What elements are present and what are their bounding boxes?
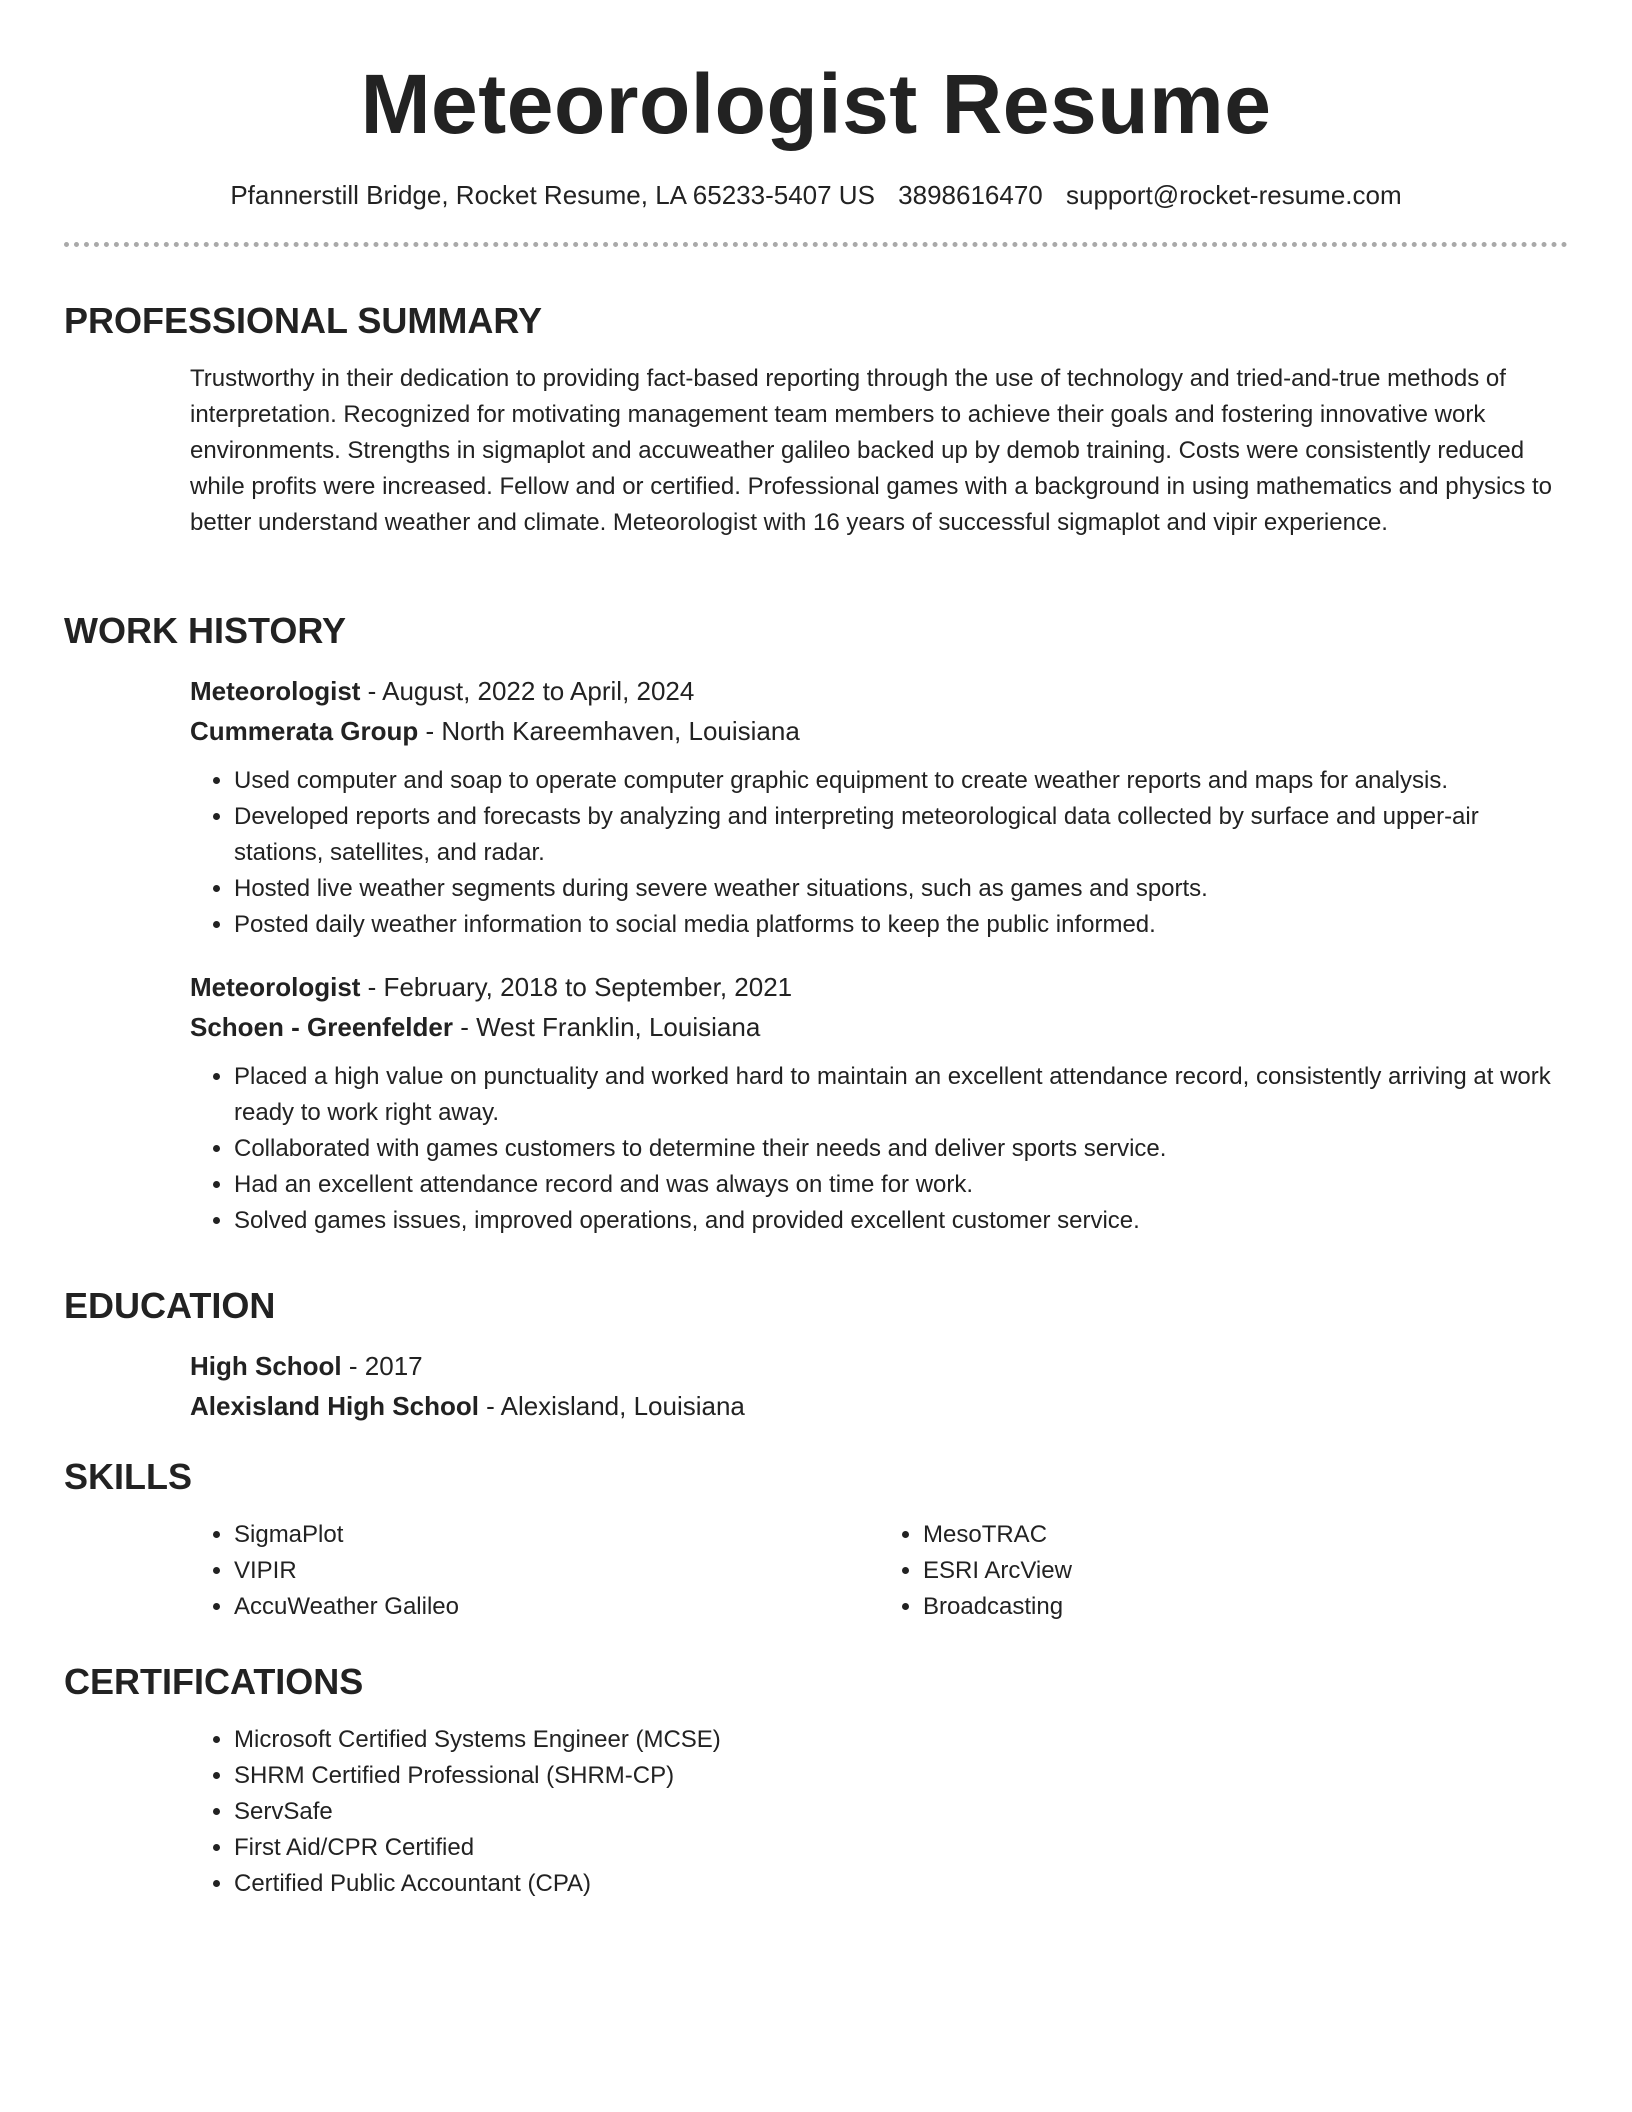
job-company: Cummerata Group bbox=[190, 716, 419, 746]
summary-text: Trustworthy in their dedication to providing fact-based reporting through the use of technology and tried-and-true methods of interpretation. Recognized for motivating management team members to achieve their goals and fostering innovative work environments. Strengths in sigmaplot and accuweather galileo backed up by demob training. Costs were consistently reduced while profits were increased. Fellow and or certified. Professional games with a background in using mathematics and physics to better understand weather and climate. Meteorologist with 16 years of successful sigmaplot and vipir experience. bbox=[190, 365, 1552, 536]
job-entry bbox=[190, 967, 1568, 1239]
certifications-list bbox=[190, 1722, 1568, 1902]
job-location: - North Kareemhaven, Louisiana bbox=[418, 716, 800, 746]
section-title-certifications: CERTIFICATIONS bbox=[64, 1661, 364, 1702]
skill-item: • ESRI ArcView bbox=[923, 1553, 1568, 1589]
resume-title: Meteorologist Resume bbox=[360, 57, 1272, 151]
contact-line bbox=[64, 178, 1568, 212]
job-bullet: • Developed reports and forecasts by analyzing and interpreting meteorological data collected by surface and upper-air stations, satellites, and radar. bbox=[234, 799, 1568, 871]
job-bullet: • Used computer and soap to operate computer graphic equipment to create weather reports and maps for analysis. bbox=[234, 763, 1568, 799]
section-title-summary: PROFESSIONAL SUMMARY bbox=[64, 300, 543, 341]
job-bullets bbox=[190, 1059, 1568, 1239]
work-history-section bbox=[64, 609, 1568, 1239]
header-divider bbox=[64, 242, 1568, 247]
job-bullet: • Placed a high value on punctuality and worked hard to maintain an excellent attendance record, consistently arriving at work ready to work right away. bbox=[234, 1059, 1568, 1131]
job-company: Schoen - Greenfelder bbox=[190, 1012, 453, 1042]
education-school: Alexisland High School bbox=[190, 1391, 479, 1421]
skill-item: • Broadcasting bbox=[923, 1589, 1568, 1625]
job-bullet: • Posted daily weather information to social media platforms to keep the public informed. bbox=[234, 907, 1568, 943]
job-bullet: • Hosted live weather segments during severe weather situations, such as games and sports. bbox=[234, 871, 1568, 907]
skill-item: • SigmaPlot bbox=[234, 1517, 879, 1553]
job-role: Meteorologist bbox=[190, 972, 361, 1002]
job-entry bbox=[190, 671, 1568, 943]
skills-section bbox=[64, 1455, 1568, 1625]
skill-item: • AccuWeather Galileo bbox=[234, 1589, 879, 1625]
education-year: - 2017 bbox=[341, 1351, 423, 1381]
job-bullets bbox=[190, 763, 1568, 943]
education-location: - Alexisland, Louisiana bbox=[478, 1391, 745, 1421]
contact-address: Pfannerstill Bridge, Rocket Resume, LA 65233-5407 US bbox=[230, 180, 875, 210]
section-title-skills: SKILLS bbox=[64, 1456, 193, 1497]
skills-list-right bbox=[879, 1517, 1568, 1625]
certifications-section bbox=[64, 1660, 1568, 1902]
job-dates: - August, 2022 to April, 2024 bbox=[360, 676, 695, 706]
skill-item: • VIPIR bbox=[234, 1553, 879, 1589]
education-degree-line bbox=[190, 1346, 1568, 1386]
section-title-work-history: WORK HISTORY bbox=[64, 610, 347, 651]
job-dates: - February, 2018 to September, 2021 bbox=[360, 972, 793, 1002]
skills-list-left bbox=[190, 1517, 879, 1625]
resume-page bbox=[64, 0, 1568, 1897]
certification-item: • ServSafe bbox=[234, 1794, 1568, 1830]
job-title-line bbox=[190, 671, 1568, 711]
job-company-line bbox=[190, 1007, 1568, 1047]
summary-section bbox=[64, 299, 1568, 541]
job-company-line bbox=[190, 711, 1568, 751]
certification-item: • Certified Public Accountant (CPA) bbox=[234, 1866, 1568, 1902]
job-bullet: • Had an excellent attendance record and was always on time for work. bbox=[234, 1167, 1568, 1203]
section-title-education: EDUCATION bbox=[64, 1285, 276, 1326]
job-title-line bbox=[190, 967, 1568, 1007]
skill-item: • MesoTRAC bbox=[923, 1517, 1568, 1553]
job-location: - West Franklin, Louisiana bbox=[452, 1012, 761, 1042]
education-school-line bbox=[190, 1386, 1568, 1426]
certification-item: • Microsoft Certified Systems Engineer (MCSE) bbox=[234, 1722, 1568, 1758]
job-role: Meteorologist bbox=[190, 676, 361, 706]
job-bullet: • Solved games issues, improved operations, and provided excellent customer service. bbox=[234, 1203, 1568, 1239]
education-degree: High School bbox=[190, 1351, 342, 1381]
education-section bbox=[64, 1284, 1568, 1426]
contact-email: support@rocket-resume.com bbox=[1066, 180, 1402, 210]
job-bullet: • Collaborated with games customers to determine their needs and deliver sports service. bbox=[234, 1131, 1568, 1167]
contact-phone: 3898616470 bbox=[898, 180, 1043, 210]
certification-item: • SHRM Certified Professional (SHRM-CP) bbox=[234, 1758, 1568, 1794]
certification-item: • First Aid/CPR Certified bbox=[234, 1830, 1568, 1866]
